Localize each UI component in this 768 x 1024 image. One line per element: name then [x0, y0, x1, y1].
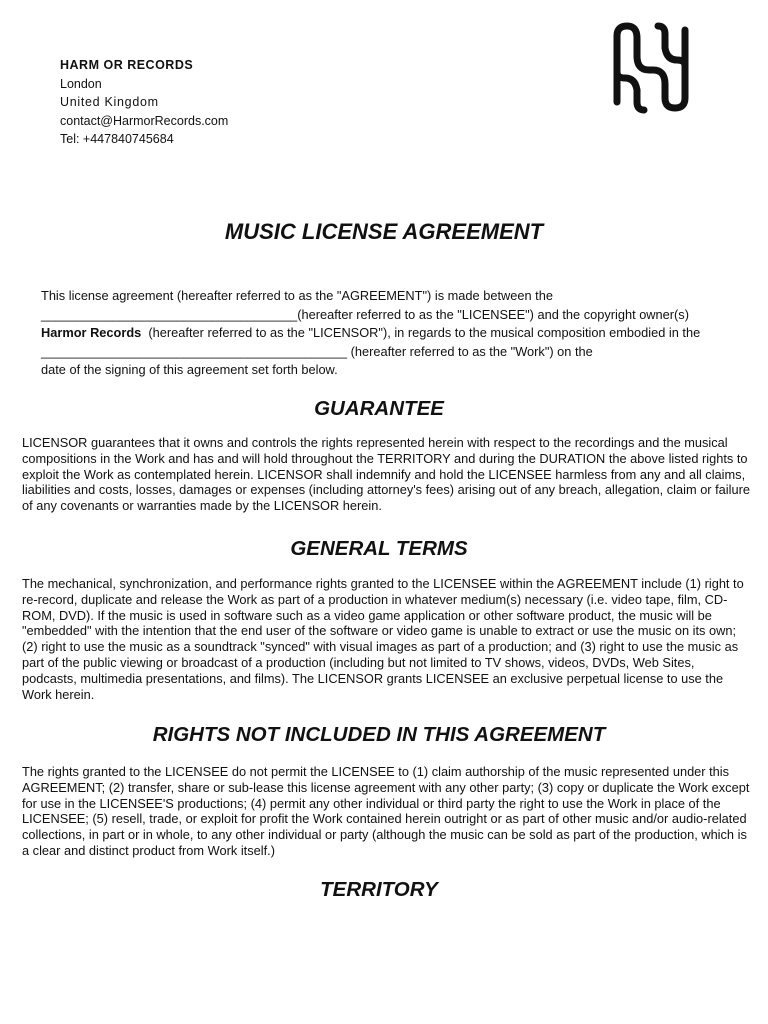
- intro-line-1: This license agreement (hereafter referred to as the "AGREEMENT") is made between the: [41, 288, 553, 303]
- harmor-h-logo-icon: [612, 20, 690, 114]
- territory-heading: TERRITORY: [320, 878, 438, 901]
- intro-line-5: date of the signing of this agreement set forth below.: [41, 362, 338, 377]
- guarantee-heading: GUARANTEE: [314, 397, 444, 420]
- intro-line-2: (hereafter referred to as the "LICENSEE") and the copyright owner(s): [297, 306, 689, 322]
- work-blank: ___________________________________________: [41, 343, 348, 359]
- company-phone: Tel: +447840745684: [60, 132, 174, 146]
- company-name: HARM OR RECORDS: [60, 58, 194, 72]
- intro-line-4: (hereafter referred to as the "Work") on the: [350, 343, 593, 359]
- document-title: MUSIC LICENSE AGREEMENT: [224, 219, 544, 244]
- company-info: [60, 56, 228, 149]
- licensee-blank: ____________________________________: [41, 306, 298, 322]
- rights-not-included-heading: RIGHTS NOT INCLUDED IN THIS AGREEMENT: [152, 723, 606, 746]
- intro-paragraph: [41, 287, 756, 380]
- general-terms-paragraph: The mechanical, synchronization, and performance rights granted to the LICENSEE within the AGREEMENT include (1) right to re-record, duplicate and release the Work as part of a production in whatever medium(s) necessary (i.e. video tape, film, CD-ROM, DVD). If the music is used in software such as a video game application or other software product, the music will be "embedded" with the intention that the end user of the software or video game is unable to extract or use the music on its own; (2) right to use the music as a soundtrack "synced" with visual images as part of a production; and (3) right to use the music as part of the public viewing or broadcast of a production (including but not limited to TV shows, videos, DVDs, Web Sites, podcasts, multimedia presentations, and films). The LICENSOR grants LICENSEE an exclusive perpetual license to use the Work herein.: [22, 576, 744, 702]
- general-terms-heading: GENERAL TERMS: [290, 537, 468, 560]
- rights-not-included-paragraph: The rights granted to the LICENSEE do not permit the LICENSEE to (1) claim authorship of the music represented under this AGREEMENT; (2) transfer, share or sub-lease this license agreement with any other party; (3) copy or duplicate the Work except for use in the LICENSEE'S productions; (4) permit any other individual or third party the right to use the Work in place of the LICENSEE; (5) resell, trade, or exploit for profit the Work contained herein outright or as part of other music and/or audio-related collections, in part or in whole, to any other individual or party (although the music can be sold as part of the production, which is a clear and distinct product from Work itself.): [22, 764, 750, 858]
- company-country: United Kingdom: [60, 95, 159, 109]
- guarantee-paragraph: LICENSOR guarantees that it owns and controls the rights represented herein with respect to the recordings and the musical compositions in the Work and has and will hold throughout the TERRITORY and during the DURATION the above listed rights to exploit the Work as contemplated herein. LICENSOR shall indemnify and hold the LICENSEE harmless from any and all claims, liabilities and costs, losses, damages or expenses (including attorney's fees) arising out of any breach, allegation, claim or failure of any covenants or warranties made by the LICENSOR herein.: [22, 435, 750, 514]
- intro-line-3: (hereafter referred to as the "LICENSOR"), in regards to the musical composition embodied in the: [148, 325, 701, 340]
- company-email[interactable]: contact@HarmorRecords.com: [60, 113, 229, 128]
- licensor-name: Harmor Records: [41, 325, 142, 340]
- company-city: London: [60, 76, 102, 91]
